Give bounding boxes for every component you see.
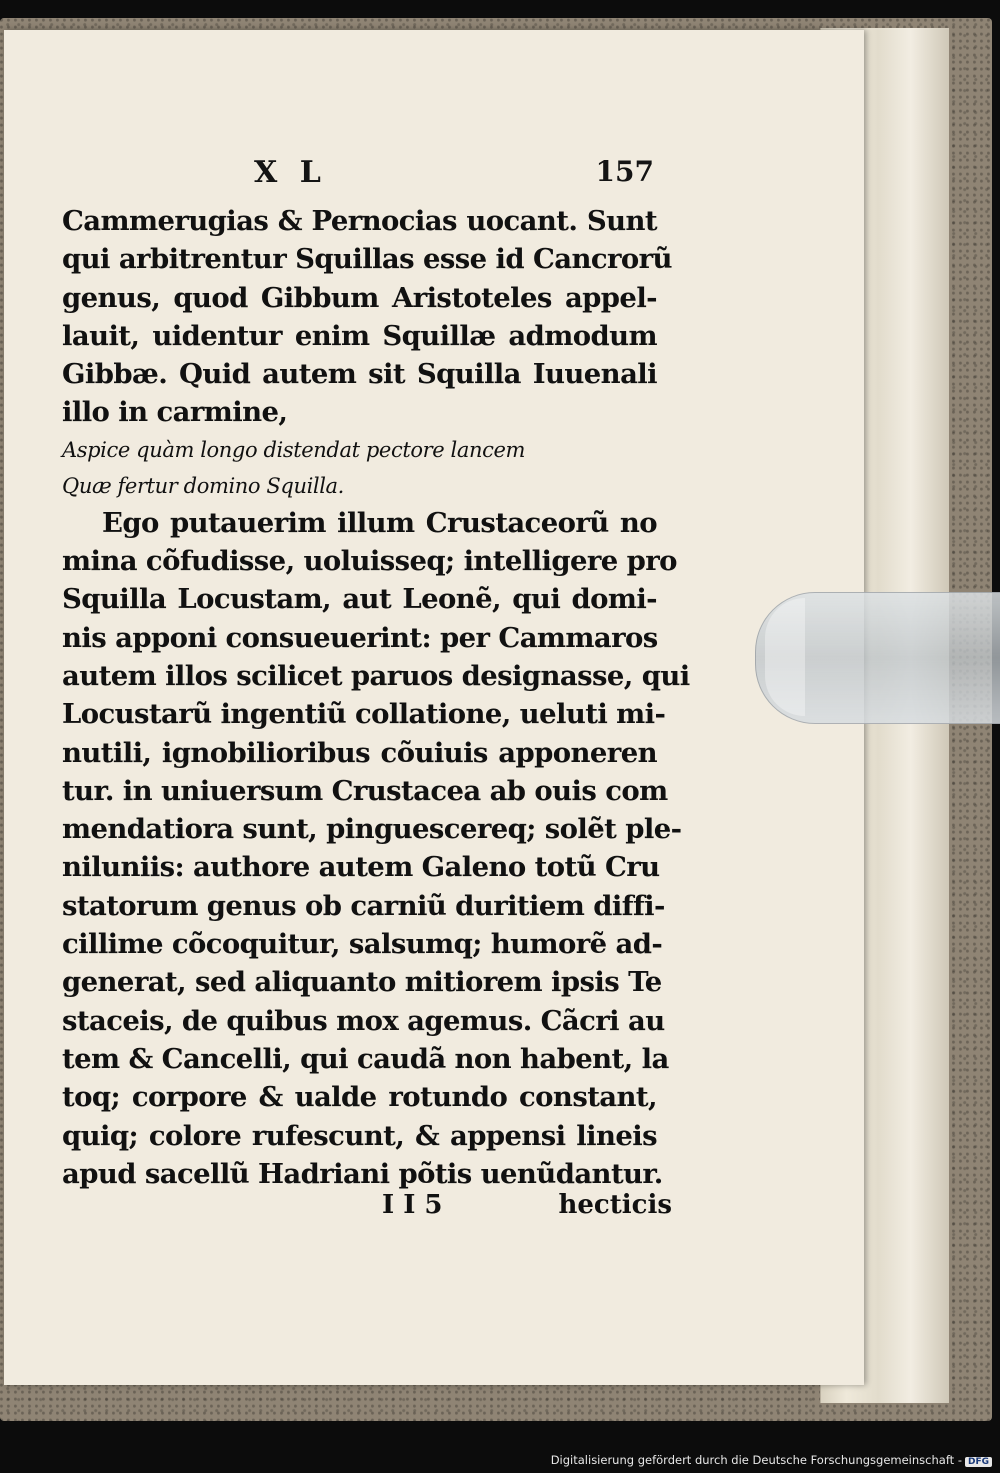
text-line: generat, sed aliquanto mitiorem ipsis Te bbox=[62, 966, 662, 999]
text-line: autem illos scilicet paruos designasse, qui bbox=[62, 659, 690, 692]
text-line: niluniis: authore autem Galeno totũ Cru bbox=[62, 851, 660, 884]
text-line: mendatiora sunt, pinguescereq; solẽt ple- bbox=[62, 813, 682, 846]
text-line: illo in carmine, bbox=[62, 396, 288, 429]
text-line: toq; corpore & ualde rotundo constant, bbox=[62, 1081, 657, 1114]
text-line: apud sacellũ Hadriani põtis uenũdantur. bbox=[62, 1157, 663, 1190]
page-number: 157 bbox=[595, 155, 654, 188]
text-line: qui arbitrentur Squillas esse id Cancrorũ bbox=[62, 243, 672, 276]
text-line: genus, quod Gibbum Aristoteles appel- bbox=[62, 281, 657, 314]
text-line: quiq; colore rufescunt, & appensi lineis bbox=[62, 1119, 657, 1152]
digitization-credit bbox=[551, 1453, 992, 1467]
text-line: staceis, de quibus mox agemus. Cãcri au bbox=[62, 1004, 665, 1037]
verse-line: Aspice quàm longo distendat pectore lancem bbox=[62, 437, 526, 462]
text-line: statorum genus ob carniũ duritiem diffi- bbox=[62, 889, 665, 922]
text-line: tur. in uniuersum Crustacea ab ouis com bbox=[62, 774, 668, 807]
page-footer bbox=[62, 1190, 672, 1230]
header-title: X L bbox=[254, 155, 327, 190]
text-line: lauit, uidentur enim Squillæ admodum bbox=[62, 319, 657, 352]
dfg-logo: DFG bbox=[965, 1457, 992, 1467]
signature-mark: I I 5 bbox=[382, 1190, 443, 1220]
body-text bbox=[62, 202, 690, 1193]
text-line: nutili, ignobilioribus cõuiuis apponeren bbox=[62, 736, 657, 769]
text-line: Cammerugias & Pernocias uocant. Sunt bbox=[62, 205, 657, 237]
text-line: nis apponi consueuerint: per Cammaros bbox=[62, 621, 658, 654]
text-line: Ego putauerim illum Crustaceorũ no bbox=[102, 506, 657, 539]
text-line: Gibbæ. Quid autem sit Squilla Iuuenali bbox=[62, 358, 657, 391]
clip-highlight bbox=[765, 598, 805, 716]
book-page bbox=[4, 30, 864, 1385]
text-line: cillime cõcoquitur, salsumq; humorẽ ad- bbox=[62, 928, 663, 961]
running-header bbox=[254, 155, 664, 195]
verse-line: Quæ fertur domino Squilla. bbox=[62, 473, 344, 498]
catchword: hecticis bbox=[558, 1190, 672, 1220]
credit-text: Digitalisierung gefördert durch die Deutsche Forschungsgemeinschaft - bbox=[550, 1453, 962, 1467]
text-line: Squilla Locustam, aut Leonẽ, qui domi- bbox=[62, 583, 657, 616]
text-line: mina cõfudisse, uoluisseq; intelligere pro bbox=[62, 545, 677, 578]
text-line: Locustarũ ingentiũ collatione, ueluti mi- bbox=[62, 698, 666, 731]
text-line: tem & Cancelli, qui caudã non habent, la bbox=[62, 1042, 669, 1075]
